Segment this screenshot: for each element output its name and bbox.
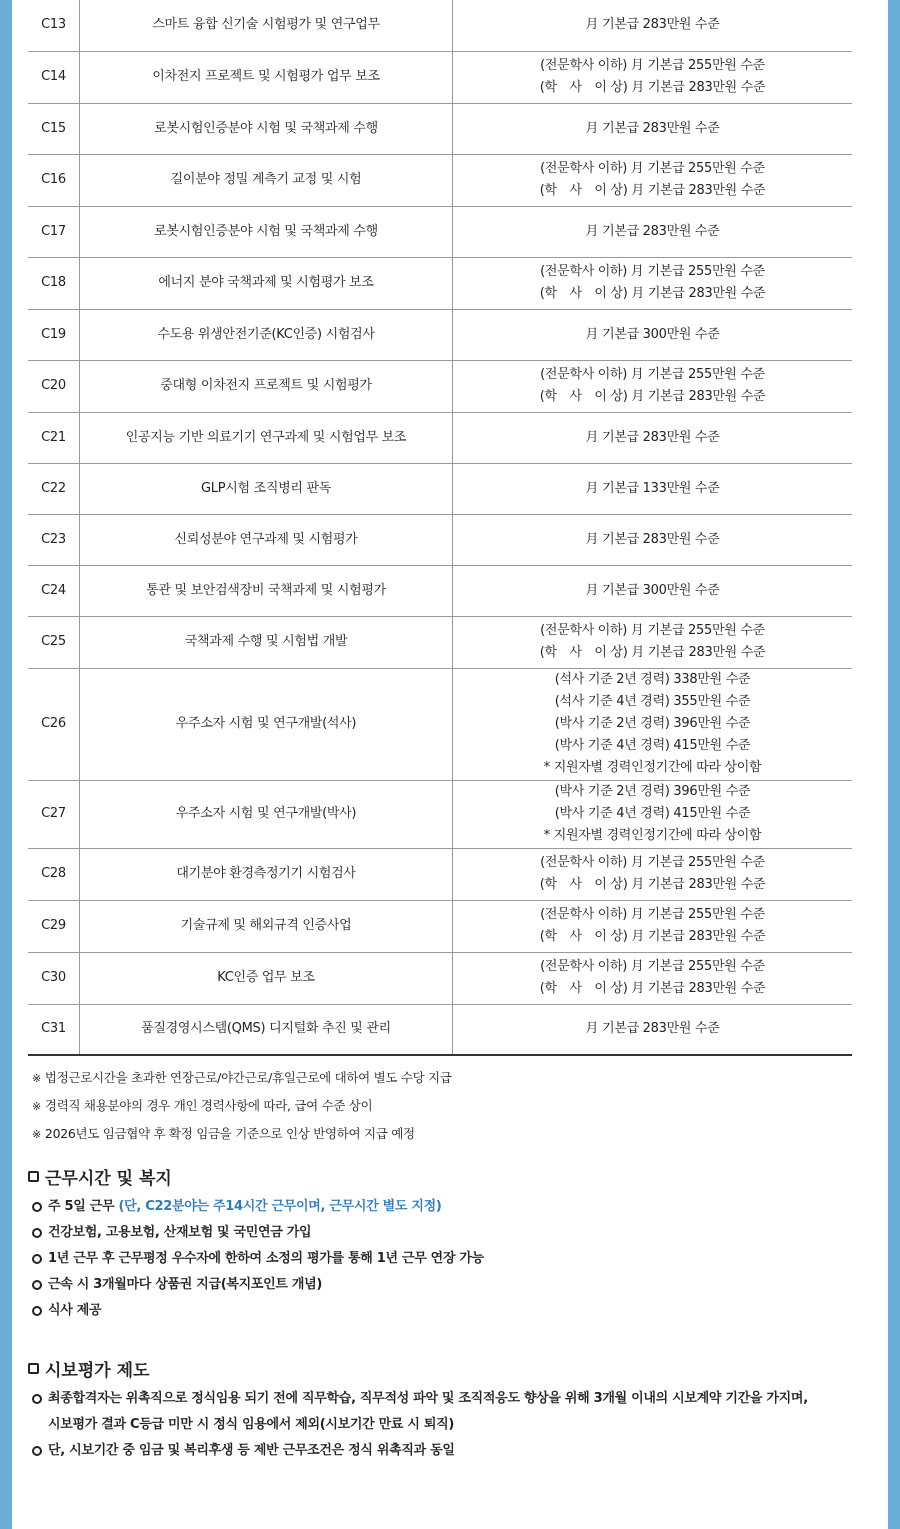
circle-bullet-icon [32, 1280, 42, 1290]
bullet-list [28, 1386, 853, 1464]
cell-code: C31 [28, 1004, 80, 1055]
salary-line: (전문학사 이하) 月 기본급 255만원 수준 [540, 959, 765, 974]
cell-code: C21 [28, 412, 80, 463]
salary-line: (전문학사 이하) 月 기본급 255만원 수준 [540, 58, 765, 73]
cell-code: C14 [28, 51, 80, 103]
cell-salary [453, 206, 853, 257]
table-row [28, 952, 852, 1004]
cell-code: C25 [28, 616, 80, 668]
cell-task: 길이분야 정밀 계측기 교정 및 시험 [80, 154, 453, 206]
salary-line: (전문학사 이하) 月 기본급 255만원 수준 [540, 855, 765, 870]
circle-bullet-icon [32, 1394, 42, 1404]
salary-line: (석사 기준 2년 경력) 338만원 수준 [554, 672, 751, 687]
cell-task: 신뢰성분야 연구과제 및 시험평가 [80, 514, 453, 565]
cell-task: 우주소자 시험 및 연구개발(석사) [80, 668, 453, 780]
table-row [28, 154, 852, 206]
table-row [28, 1004, 852, 1055]
section-title-text: 근무시간 및 복지 [45, 1168, 172, 1189]
table-row [28, 565, 852, 616]
salary-line: (전문학사 이하) 月 기본급 255만원 수준 [540, 367, 765, 382]
cell-code: C23 [28, 514, 80, 565]
cell-task: 국책과제 수행 및 시험법 개발 [80, 616, 453, 668]
cell-code: C24 [28, 565, 80, 616]
salary-line: (학 사 이 상) 月 기본급 283만원 수준 [539, 981, 766, 996]
cell-task: 이차전지 프로젝트 및 시험평가 업무 보조 [80, 51, 453, 103]
circle-bullet-icon [32, 1254, 42, 1264]
bullet-text-line: 최종합격자는 위촉직으로 정식임용 되기 전에 직무학습, 직무적성 파악 및 조직적응도 향상을 위해 3개월 이내의 시보계약 기간을 가지며, [48, 1391, 808, 1406]
salary-line: 月 기본급 133만원 수준 [585, 480, 720, 496]
circle-bullet-icon [32, 1446, 42, 1456]
note-text: 2026년도 임금협약 후 확정 임금을 기준으로 인상 반영하여 지급 예정 [44, 1126, 415, 1141]
table-row [28, 360, 852, 412]
cell-task: 에너지 분야 국책과제 및 시험평가 보조 [80, 257, 453, 309]
salary-line: (박사 기준 2년 경력) 396만원 수준 [554, 716, 751, 731]
cell-salary [453, 51, 853, 103]
cell-task: 대기분야 환경측정기기 시험검사 [80, 848, 453, 900]
salary-line: (박사 기준 4년 경력) 415만원 수준 [554, 738, 751, 753]
bullet-highlight-text: (단, C22분야는 주14시간 근무이며, 근무시간 별도 지정) [118, 1199, 442, 1214]
salary-line: (전문학사 이하) 月 기본급 255만원 수준 [540, 161, 765, 176]
cell-salary [453, 848, 853, 900]
note-item [32, 1064, 853, 1092]
cell-salary [453, 463, 853, 514]
section-title-text: 시보평가 제도 [45, 1360, 150, 1381]
cell-code: C27 [28, 780, 80, 848]
cell-salary [453, 514, 853, 565]
salary-line: (학 사 이 상) 月 기본급 283만원 수준 [539, 286, 766, 301]
table-row [28, 257, 852, 309]
table-row [28, 412, 852, 463]
cell-salary [453, 309, 853, 360]
circle-bullet-icon [32, 1306, 42, 1316]
salary-line: * 지원자별 경력인정기간에 따라 상이함 [543, 828, 762, 843]
note-item [32, 1120, 853, 1148]
note-mark: ※ [32, 1100, 41, 1113]
circle-bullet-icon [32, 1228, 42, 1238]
cell-code: C17 [28, 206, 80, 257]
salary-line: (학 사 이 상) 月 기본급 283만원 수준 [539, 80, 766, 95]
cell-salary [453, 565, 853, 616]
salary-line: (박사 기준 4년 경력) 415만원 수준 [554, 806, 751, 821]
note-mark: ※ [32, 1072, 41, 1085]
cell-salary [453, 360, 853, 412]
cell-salary [453, 668, 853, 780]
salary-line: (전문학사 이하) 月 기본급 255만원 수준 [540, 623, 765, 638]
salary-line: (석사 기준 4년 경력) 355만원 수준 [554, 694, 751, 709]
right-border-strip [888, 0, 900, 1529]
salary-line: (학 사 이 상) 月 기본급 283만원 수준 [539, 877, 766, 892]
table-row [28, 103, 852, 154]
cell-code: C18 [28, 257, 80, 309]
salary-line: 月 기본급 283만원 수준 [585, 17, 720, 33]
table-row [28, 616, 852, 668]
cell-salary [453, 154, 853, 206]
document-body [28, 0, 853, 1464]
bullet-list [28, 1194, 853, 1324]
section-work-hours-welfare [28, 1162, 853, 1324]
salary-line: * 지원자별 경력인정기간에 따라 상이함 [543, 760, 762, 775]
bullet-text [48, 1386, 808, 1438]
bullet-item [32, 1194, 853, 1220]
cell-task: 스마트 융합 신기술 시험평가 및 연구업무 [80, 0, 453, 51]
left-border-strip [0, 0, 12, 1529]
salary-table [28, 0, 852, 1056]
table-row [28, 463, 852, 514]
cell-salary [453, 780, 853, 848]
cell-task: 품질경영시스템(QMS) 디지털화 추진 및 관리 [80, 1004, 453, 1055]
cell-salary [453, 0, 853, 51]
table-row [28, 780, 852, 848]
table-row [28, 900, 852, 952]
note-item [32, 1092, 853, 1120]
salary-line: (전문학사 이하) 月 기본급 255만원 수준 [540, 264, 765, 279]
salary-line: 月 기본급 283만원 수준 [585, 429, 720, 445]
bullet-text: 식사 제공 [48, 1303, 102, 1318]
bullet-main-text: 주 5일 근무 [48, 1199, 119, 1214]
bullet-text [48, 1194, 442, 1220]
bullet-text: 건강보험, 고용보험, 산재보험 및 국민연금 가입 [48, 1225, 312, 1240]
square-bullet-icon [28, 1363, 39, 1374]
cell-code: C15 [28, 103, 80, 154]
table-row [28, 848, 852, 900]
salary-line: (학 사 이 상) 月 기본급 283만원 수준 [539, 929, 766, 944]
cell-task: 로봇시험인증분야 시험 및 국책과제 수행 [80, 103, 453, 154]
bullet-item [32, 1220, 853, 1246]
cell-salary [453, 412, 853, 463]
note-text: 법정근로시간을 초과한 연장근로/야간근로/휴일근로에 대하여 별도 수당 지급 [44, 1070, 452, 1085]
salary-table-body [28, 0, 852, 1055]
section-title [28, 1162, 853, 1190]
section-probation [28, 1354, 853, 1464]
table-row [28, 0, 852, 51]
cell-task: 로봇시험인증분야 시험 및 국책과제 수행 [80, 206, 453, 257]
bullet-item [32, 1272, 853, 1298]
bullet-item [32, 1298, 853, 1324]
notes-list [28, 1064, 853, 1148]
cell-salary [453, 257, 853, 309]
note-text: 경력직 채용분야의 경우 개인 경력사항에 따라, 급여 수준 상이 [44, 1098, 373, 1113]
bullet-item [32, 1386, 853, 1438]
cell-task: 통관 및 보안검색장비 국책과제 및 시험평가 [80, 565, 453, 616]
bullet-item [32, 1246, 853, 1272]
cell-code: C28 [28, 848, 80, 900]
salary-line: (학 사 이 상) 月 기본급 283만원 수준 [539, 183, 766, 198]
cell-salary [453, 952, 853, 1004]
cell-task: 수도용 위생안전기준(KC인증) 시험검사 [80, 309, 453, 360]
section-title [28, 1354, 853, 1382]
salary-line: (학 사 이 상) 月 기본급 283만원 수준 [539, 645, 766, 660]
cell-code: C26 [28, 668, 80, 780]
table-row [28, 514, 852, 565]
cell-code: C22 [28, 463, 80, 514]
cell-salary [453, 1004, 853, 1055]
salary-line: 月 기본급 283만원 수준 [585, 531, 720, 547]
cell-salary [453, 900, 853, 952]
salary-line: 月 기본급 300만원 수준 [585, 326, 720, 342]
cell-salary [453, 103, 853, 154]
cell-task: 기술규제 및 해외규격 인증사업 [80, 900, 453, 952]
circle-bullet-icon [32, 1202, 42, 1212]
cell-task: KC인증 업무 보조 [80, 952, 453, 1004]
note-mark: ※ [32, 1128, 41, 1141]
cell-task: 중대형 이차전지 프로젝트 및 시험평가 [80, 360, 453, 412]
table-row [28, 668, 852, 780]
cell-task: 우주소자 시험 및 연구개발(박사) [80, 780, 453, 848]
salary-line: 月 기본급 300만원 수준 [585, 582, 720, 598]
bullet-text-line: 시보평가 결과 C등급 미만 시 정식 임용에서 제외(시보기간 만료 시 퇴직) [48, 1417, 455, 1432]
salary-line: 月 기본급 283만원 수준 [585, 120, 720, 136]
square-bullet-icon [28, 1171, 39, 1182]
salary-line: (박사 기준 2년 경력) 396만원 수준 [554, 784, 751, 799]
salary-line: 月 기본급 283만원 수준 [585, 1021, 720, 1037]
cell-code: C20 [28, 360, 80, 412]
table-row [28, 309, 852, 360]
table-row [28, 206, 852, 257]
cell-code: C13 [28, 0, 80, 51]
cell-salary [453, 616, 853, 668]
cell-code: C16 [28, 154, 80, 206]
cell-code: C30 [28, 952, 80, 1004]
cell-task: GLP시험 조직병리 판독 [80, 463, 453, 514]
salary-line: (전문학사 이하) 月 기본급 255만원 수준 [540, 907, 765, 922]
bullet-text: 1년 근무 후 근무평정 우수자에 한하여 소정의 평가를 통해 1년 근무 연장 가능 [48, 1251, 484, 1266]
cell-task: 인공지능 기반 의료기기 연구과제 및 시험업무 보조 [80, 412, 453, 463]
bullet-item [32, 1438, 853, 1464]
bullet-text: 근속 시 3개월마다 상품권 지급(복지포인트 개념) [48, 1277, 323, 1292]
bullet-text: 단, 시보기간 중 임금 및 복리후생 등 제반 근무조건은 정식 위촉직과 동일 [48, 1443, 455, 1458]
salary-line: 月 기본급 283만원 수준 [585, 223, 720, 239]
salary-line: (학 사 이 상) 月 기본급 283만원 수준 [539, 389, 766, 404]
cell-code: C29 [28, 900, 80, 952]
table-row [28, 51, 852, 103]
cell-code: C19 [28, 309, 80, 360]
